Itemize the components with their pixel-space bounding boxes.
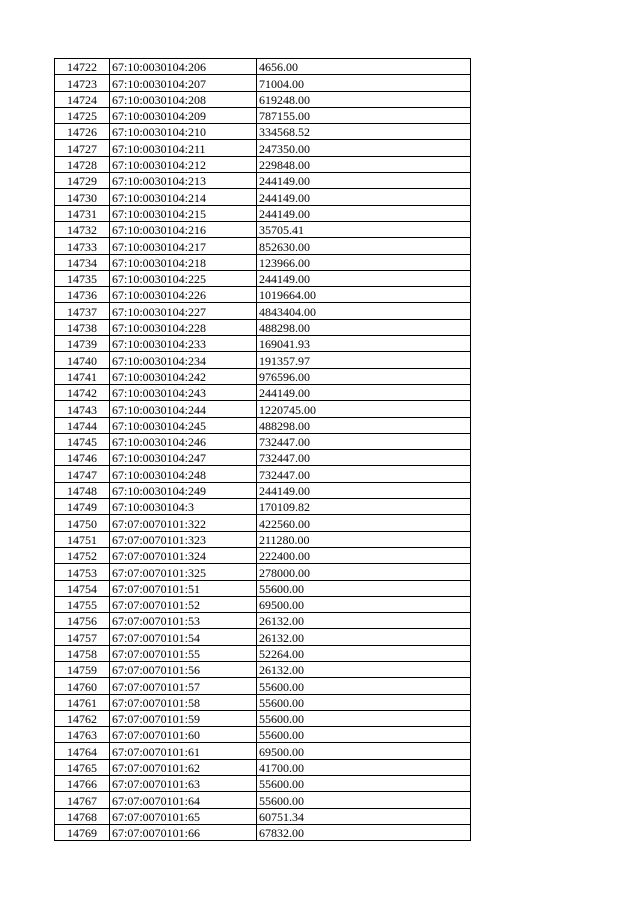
table-row (55, 727, 471, 743)
value-cell: 55600.00 (257, 776, 471, 792)
row-number-cell: 14738 (55, 319, 110, 335)
cadastral-number-cell: 67:07:0070101:54 (110, 629, 257, 645)
value-cell: 422560.00 (257, 515, 471, 531)
table-row (55, 303, 471, 319)
row-number-cell: 14762 (55, 710, 110, 726)
row-number-cell: 14748 (55, 482, 110, 498)
cadastral-number-cell: 67:07:0070101:322 (110, 515, 257, 531)
cadastral-number-cell: 67:10:0030104:246 (110, 433, 257, 449)
value-cell: 52264.00 (257, 645, 471, 661)
cadastral-number-cell: 67:07:0070101:55 (110, 645, 257, 661)
value-cell: 4843404.00 (257, 303, 471, 319)
cadastral-number-cell: 67:10:0030104:216 (110, 221, 257, 237)
row-number-cell: 14768 (55, 808, 110, 824)
row-number-cell: 14763 (55, 727, 110, 743)
table-row (55, 254, 471, 270)
table-row (55, 792, 471, 808)
value-cell: 732447.00 (257, 450, 471, 466)
value-cell: 55600.00 (257, 580, 471, 596)
row-number-cell: 14747 (55, 466, 110, 482)
row-number-cell: 14765 (55, 759, 110, 775)
value-cell: 1019664.00 (257, 287, 471, 303)
value-cell: 55600.00 (257, 727, 471, 743)
row-number-cell: 14754 (55, 580, 110, 596)
table-row (55, 613, 471, 629)
cadastral-number-cell: 67:10:0030104:247 (110, 450, 257, 466)
value-cell: 247350.00 (257, 140, 471, 156)
row-number-cell: 14750 (55, 515, 110, 531)
cadastral-number-cell: 67:07:0070101:51 (110, 580, 257, 596)
table-row (55, 433, 471, 449)
value-cell: 334568.52 (257, 124, 471, 140)
row-number-cell: 14732 (55, 221, 110, 237)
row-number-cell: 14756 (55, 613, 110, 629)
row-number-cell: 14764 (55, 743, 110, 759)
table-row (55, 91, 471, 107)
cadastral-number-cell: 67:10:0030104:208 (110, 91, 257, 107)
table-row (55, 156, 471, 172)
row-number-cell: 14729 (55, 173, 110, 189)
row-number-cell: 14749 (55, 499, 110, 515)
table-row (55, 75, 471, 91)
value-cell: 55600.00 (257, 792, 471, 808)
row-number-cell: 14752 (55, 547, 110, 563)
value-cell: 35705.41 (257, 221, 471, 237)
cadastral-number-cell: 67:07:0070101:324 (110, 547, 257, 563)
value-cell: 732447.00 (257, 466, 471, 482)
table-row (55, 466, 471, 482)
table-row (55, 531, 471, 547)
table-row (55, 270, 471, 286)
table-row (55, 678, 471, 694)
value-cell: 976596.00 (257, 368, 471, 384)
row-number-cell: 14734 (55, 254, 110, 270)
value-cell: 170109.82 (257, 499, 471, 515)
value-cell: 229848.00 (257, 156, 471, 172)
value-cell: 278000.00 (257, 564, 471, 580)
cadastral-number-cell: 67:07:0070101:57 (110, 678, 257, 694)
table-row (55, 140, 471, 156)
value-cell: 211280.00 (257, 531, 471, 547)
table-row (55, 368, 471, 384)
table-row (55, 59, 471, 75)
table-row (55, 564, 471, 580)
row-number-cell: 14731 (55, 205, 110, 221)
table-row (55, 450, 471, 466)
cadastral-number-cell: 67:10:0030104:210 (110, 124, 257, 140)
row-number-cell: 14758 (55, 645, 110, 661)
row-number-cell: 14769 (55, 824, 110, 840)
cadastral-number-cell: 67:10:0030104:228 (110, 319, 257, 335)
table-row (55, 596, 471, 612)
cadastral-number-cell: 67:10:0030104:211 (110, 140, 257, 156)
table-row (55, 515, 471, 531)
row-number-cell: 14736 (55, 287, 110, 303)
value-cell: 1220745.00 (257, 401, 471, 417)
table-body (55, 59, 471, 841)
table-row (55, 808, 471, 824)
cadastral-number-cell: 67:07:0070101:53 (110, 613, 257, 629)
table-row (55, 743, 471, 759)
cadastral-number-cell: 67:10:0030104:249 (110, 482, 257, 498)
table-row (55, 824, 471, 840)
cadastral-number-cell: 67:07:0070101:323 (110, 531, 257, 547)
table-row (55, 629, 471, 645)
row-number-cell: 14728 (55, 156, 110, 172)
table-row (55, 352, 471, 368)
value-cell: 244149.00 (257, 189, 471, 205)
cadastral-number-cell: 67:10:0030104:215 (110, 205, 257, 221)
value-cell: 244149.00 (257, 384, 471, 400)
cadastral-number-cell: 67:07:0070101:62 (110, 759, 257, 775)
value-cell: 488298.00 (257, 417, 471, 433)
row-number-cell: 14733 (55, 238, 110, 254)
value-cell: 732447.00 (257, 433, 471, 449)
cadastral-number-cell: 67:10:0030104:227 (110, 303, 257, 319)
value-cell: 69500.00 (257, 596, 471, 612)
table-row (55, 319, 471, 335)
row-number-cell: 14746 (55, 450, 110, 466)
row-number-cell: 14725 (55, 107, 110, 123)
table-row (55, 205, 471, 221)
row-number-cell: 14767 (55, 792, 110, 808)
table-row (55, 401, 471, 417)
data-table (54, 58, 471, 841)
table-row (55, 661, 471, 677)
value-cell: 191357.97 (257, 352, 471, 368)
table-row (55, 336, 471, 352)
cadastral-number-cell: 67:07:0070101:52 (110, 596, 257, 612)
table-row (55, 173, 471, 189)
row-number-cell: 14761 (55, 694, 110, 710)
cadastral-number-cell: 67:10:0030104:218 (110, 254, 257, 270)
cadastral-number-cell: 67:10:0030104:225 (110, 270, 257, 286)
row-number-cell: 14745 (55, 433, 110, 449)
cadastral-number-cell: 67:10:0030104:233 (110, 336, 257, 352)
cadastral-number-cell: 67:10:0030104:245 (110, 417, 257, 433)
value-cell: 488298.00 (257, 319, 471, 335)
cadastral-number-cell: 67:07:0070101:65 (110, 808, 257, 824)
cadastral-number-cell: 67:07:0070101:59 (110, 710, 257, 726)
table-row (55, 547, 471, 563)
table-row (55, 759, 471, 775)
value-cell: 55600.00 (257, 678, 471, 694)
table-row (55, 107, 471, 123)
cadastral-number-cell: 67:07:0070101:61 (110, 743, 257, 759)
cadastral-number-cell: 67:07:0070101:58 (110, 694, 257, 710)
value-cell: 26132.00 (257, 629, 471, 645)
table-row (55, 580, 471, 596)
row-number-cell: 14724 (55, 91, 110, 107)
table-row (55, 384, 471, 400)
table-row (55, 645, 471, 661)
row-number-cell: 14735 (55, 270, 110, 286)
value-cell: 4656.00 (257, 59, 471, 75)
row-number-cell: 14759 (55, 661, 110, 677)
value-cell: 619248.00 (257, 91, 471, 107)
table-row (55, 238, 471, 254)
cadastral-number-cell: 67:10:0030104:209 (110, 107, 257, 123)
value-cell: 69500.00 (257, 743, 471, 759)
row-number-cell: 14727 (55, 140, 110, 156)
value-cell: 67832.00 (257, 824, 471, 840)
table-row (55, 499, 471, 515)
cadastral-number-cell: 67:10:0030104:3 (110, 499, 257, 515)
cadastral-number-cell: 67:10:0030104:243 (110, 384, 257, 400)
table-row (55, 124, 471, 140)
row-number-cell: 14743 (55, 401, 110, 417)
row-number-cell: 14744 (55, 417, 110, 433)
row-number-cell: 14757 (55, 629, 110, 645)
cadastral-number-cell: 67:10:0030104:248 (110, 466, 257, 482)
row-number-cell: 14739 (55, 336, 110, 352)
row-number-cell: 14723 (55, 75, 110, 91)
row-number-cell: 14741 (55, 368, 110, 384)
cadastral-number-cell: 67:07:0070101:66 (110, 824, 257, 840)
table-row (55, 776, 471, 792)
cadastral-number-cell: 67:10:0030104:234 (110, 352, 257, 368)
value-cell: 26132.00 (257, 661, 471, 677)
value-cell: 60751.34 (257, 808, 471, 824)
value-cell: 222400.00 (257, 547, 471, 563)
cadastral-number-cell: 67:07:0070101:60 (110, 727, 257, 743)
value-cell: 26132.00 (257, 613, 471, 629)
value-cell: 123966.00 (257, 254, 471, 270)
table-row (55, 694, 471, 710)
cadastral-number-cell: 67:07:0070101:325 (110, 564, 257, 580)
cadastral-number-cell: 67:10:0030104:226 (110, 287, 257, 303)
value-cell: 787155.00 (257, 107, 471, 123)
cadastral-number-cell: 67:07:0070101:56 (110, 661, 257, 677)
cadastral-number-cell: 67:10:0030104:213 (110, 173, 257, 189)
cadastral-number-cell: 67:10:0030104:206 (110, 59, 257, 75)
value-cell: 244149.00 (257, 482, 471, 498)
cadastral-number-cell: 67:10:0030104:207 (110, 75, 257, 91)
row-number-cell: 14755 (55, 596, 110, 612)
value-cell: 169041.93 (257, 336, 471, 352)
table-row (55, 221, 471, 237)
cadastral-number-cell: 67:07:0070101:63 (110, 776, 257, 792)
row-number-cell: 14726 (55, 124, 110, 140)
value-cell: 244149.00 (257, 173, 471, 189)
cadastral-number-cell: 67:10:0030104:242 (110, 368, 257, 384)
value-cell: 244149.00 (257, 270, 471, 286)
value-cell: 71004.00 (257, 75, 471, 91)
row-number-cell: 14737 (55, 303, 110, 319)
value-cell: 55600.00 (257, 710, 471, 726)
cadastral-number-cell: 67:10:0030104:217 (110, 238, 257, 254)
row-number-cell: 14722 (55, 59, 110, 75)
value-cell: 55600.00 (257, 694, 471, 710)
row-number-cell: 14751 (55, 531, 110, 547)
cadastral-number-cell: 67:07:0070101:64 (110, 792, 257, 808)
row-number-cell: 14730 (55, 189, 110, 205)
row-number-cell: 14766 (55, 776, 110, 792)
value-cell: 41700.00 (257, 759, 471, 775)
row-number-cell: 14760 (55, 678, 110, 694)
table-row (55, 189, 471, 205)
table-row (55, 710, 471, 726)
row-number-cell: 14740 (55, 352, 110, 368)
cadastral-number-cell: 67:10:0030104:214 (110, 189, 257, 205)
value-cell: 852630.00 (257, 238, 471, 254)
row-number-cell: 14742 (55, 384, 110, 400)
table-row (55, 482, 471, 498)
table-row (55, 287, 471, 303)
value-cell: 244149.00 (257, 205, 471, 221)
table-row (55, 417, 471, 433)
cadastral-number-cell: 67:10:0030104:212 (110, 156, 257, 172)
row-number-cell: 14753 (55, 564, 110, 580)
cadastral-number-cell: 67:10:0030104:244 (110, 401, 257, 417)
